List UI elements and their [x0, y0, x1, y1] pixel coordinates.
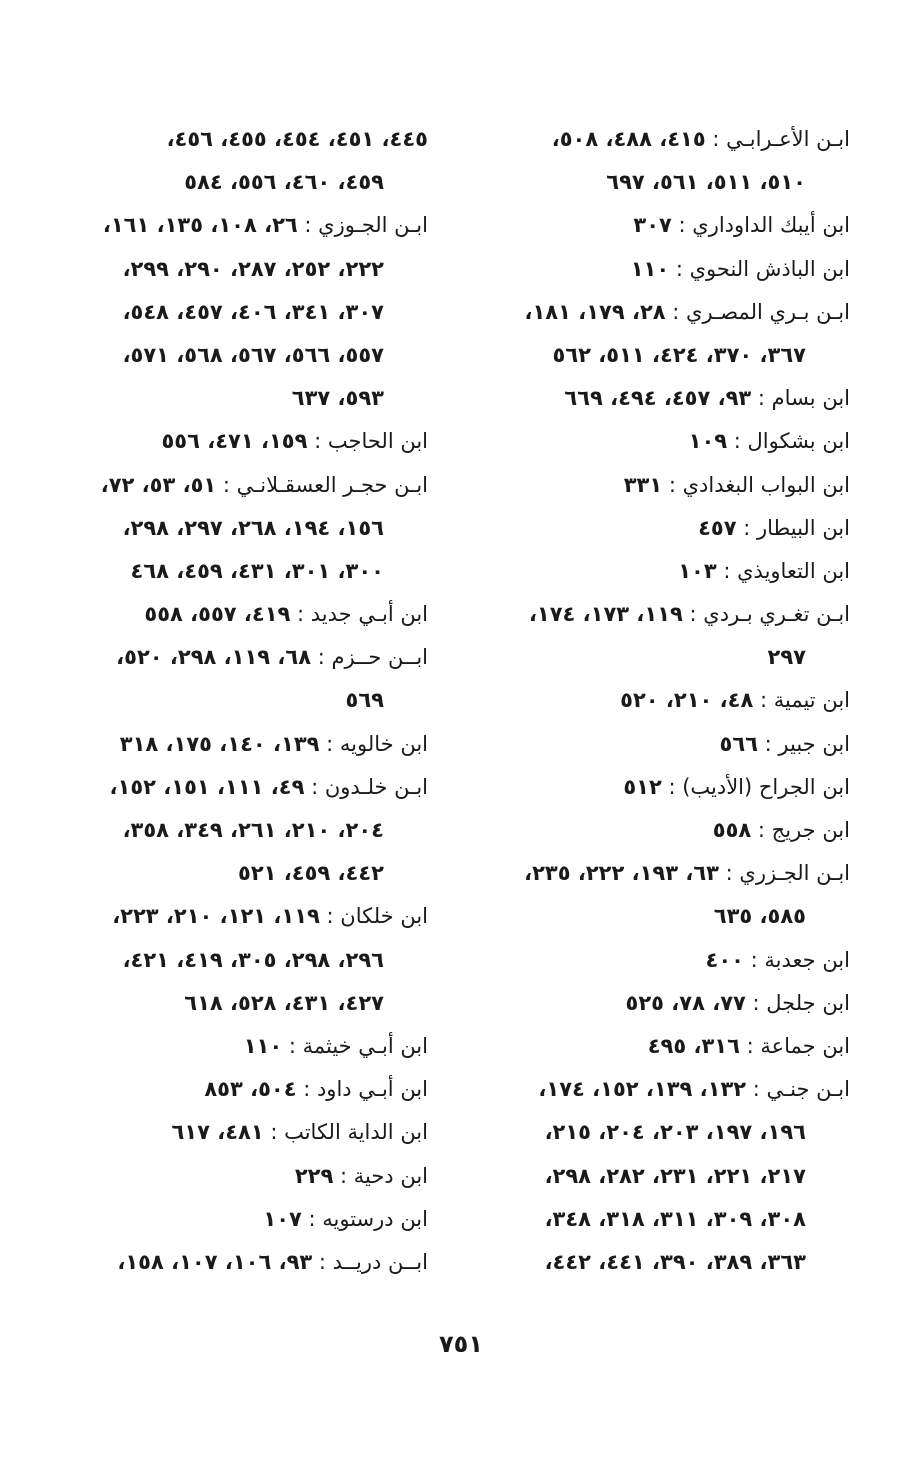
- entry-page-numbers: ٢٨، ١٧٩، ١٨١،: [524, 299, 666, 324]
- index-entry-line: [465, 507, 850, 550]
- index-entry-line: [46, 636, 428, 679]
- entry-page-numbers: ٢٩٦، ٢٩٨، ٣٠٥، ٤١٩، ٤٢١،: [122, 947, 384, 972]
- entry-page-numbers: ٤٠٠: [705, 947, 744, 972]
- index-entry-line: [46, 679, 428, 722]
- entry-page-numbers: ١٩٦، ١٩٧، ٢٠٣، ٢٠٤، ٢١٥،: [544, 1120, 806, 1145]
- entry-page-numbers: ١٥٦، ١٩٤، ٢٦٨، ٢٩٧، ٢٩٨،: [122, 515, 384, 540]
- entry-name: ابن درستويه :: [301, 1206, 428, 1231]
- entry-page-numbers: ٥١٠، ٥١١، ٥٦١، ٦٩٧: [606, 170, 806, 195]
- index-entry-line: [465, 723, 850, 766]
- entry-page-numbers: ٥٦٩: [345, 688, 384, 713]
- entry-page-numbers: ٤٥٩، ٤٦٠، ٥٥٦، ٥٨٤: [184, 170, 384, 195]
- entry-name: ابن دحية :: [333, 1163, 428, 1188]
- entry-name: ابـن حجـر العسقـلانـي :: [216, 472, 428, 497]
- index-entry-line: [465, 161, 850, 204]
- entry-page-numbers: ٥١٢: [623, 774, 662, 799]
- index-entry-line: [46, 1241, 428, 1284]
- entry-page-numbers: ٢٢٩: [294, 1163, 334, 1188]
- index-entry-line: [46, 420, 428, 463]
- index-entry-line: [465, 377, 850, 420]
- entry-name: ابن خلكان :: [319, 904, 428, 929]
- index-entry-line: [46, 852, 428, 895]
- index-entry-line: [465, 334, 850, 377]
- index-entry-line: [46, 1111, 428, 1154]
- entry-page-numbers: ٥٥٧، ٥٦٦، ٥٦٧، ٥٦٨، ٥٧١،: [122, 342, 384, 367]
- entry-name: ابن التعاويذي :: [716, 558, 850, 583]
- entry-name: ابن جريج :: [751, 818, 850, 842]
- entry-page-numbers: ٣١٦، ٤٩٥: [647, 1033, 740, 1058]
- entry-page-numbers: ١١٠: [243, 1033, 283, 1058]
- entry-name: ابن الباذش النحوي :: [669, 256, 850, 281]
- entry-page-numbers: ٣٠٠، ٣٠١، ٤٣١، ٤٥٩، ٤٦٨: [130, 558, 384, 583]
- entry-page-numbers: ٦٣، ١٩٣، ٢٢٢، ٢٣٥،: [524, 861, 719, 886]
- entry-page-numbers: ١١٠: [630, 256, 670, 281]
- entry-page-numbers: ١٠٩: [688, 429, 728, 454]
- entry-page-numbers: ٥١، ٥٣، ٧٢،: [100, 472, 217, 497]
- entry-name: ابن جبير :: [757, 731, 850, 756]
- index-column-right: [465, 118, 850, 1284]
- entry-page-numbers: ١٠٧: [263, 1206, 302, 1231]
- index-entry-line: [46, 723, 428, 766]
- page-number: ٧٥١: [439, 1330, 483, 1358]
- entry-page-numbers: ٣٠٧، ٣٤١، ٤٠٦، ٤٥٧، ٥٤٨،: [122, 299, 384, 324]
- entry-page-numbers: ٤٥٧: [698, 515, 737, 540]
- index-entry-line: [465, 636, 850, 679]
- index-entry-line: [46, 204, 428, 247]
- index-entry-line: [465, 1068, 850, 1111]
- index-entry-line: [46, 248, 428, 291]
- entry-name: ابــن حــزم :: [311, 645, 428, 670]
- index-column-left: [46, 118, 428, 1284]
- entry-page-numbers: ٢٢٢، ٢٥٢، ٢٨٧، ٢٩٠، ٢٩٩،: [122, 256, 384, 281]
- entry-name: ابـن الجـزري :: [718, 861, 850, 886]
- entry-page-numbers: ٥٩٣، ٦٣٧: [291, 386, 384, 411]
- entry-page-numbers: ٣٣١: [623, 472, 663, 497]
- entry-page-numbers: ٢٩٧: [767, 645, 806, 670]
- entry-page-numbers: ٩٣، ١٠٦، ١٠٧، ١٥٨،: [117, 1249, 313, 1274]
- entry-name: ابن أبـي داود :: [296, 1077, 428, 1102]
- entry-page-numbers: ١٣٩، ١٤٠، ١٧٥، ٣١٨: [119, 731, 320, 756]
- index-entry-line: [465, 1025, 850, 1068]
- index-entry-line: [46, 593, 428, 636]
- index-entry-line: [465, 291, 850, 334]
- index-entry-line: [465, 593, 850, 636]
- entry-page-numbers: ٧٧، ٧٨، ٥٢٥: [625, 990, 746, 1015]
- index-entry-line: [46, 161, 428, 204]
- entry-page-numbers: ٩٣، ٤٥٧، ٤٩٤، ٦٦٩: [564, 386, 752, 411]
- index-entry-line: [46, 982, 428, 1025]
- entry-name: ابـن خلـدون :: [304, 774, 428, 799]
- index-entry-line: [46, 464, 428, 507]
- entry-page-numbers: ٥٦٦: [719, 731, 758, 756]
- entry-name: ابـن بـري المصـري :: [665, 299, 850, 324]
- entry-page-numbers: ٦٨، ١١٩، ٢٩٨، ٥٢٠،: [116, 645, 312, 670]
- index-entry-line: [465, 809, 850, 852]
- entry-name: ابن جلجل :: [745, 990, 850, 1015]
- index-entry-line: [46, 118, 428, 161]
- entry-page-numbers: ٣٠٧: [633, 213, 672, 238]
- index-entry-line: [465, 1155, 850, 1198]
- index-entry-line: [46, 895, 428, 938]
- index-entry-line: [465, 1241, 850, 1284]
- entry-page-numbers: ١١٩، ١٧٣، ١٧٤،: [528, 602, 683, 627]
- index-entry-line: [465, 550, 850, 593]
- index-entry-line: [46, 766, 428, 809]
- index-entry-line: [465, 420, 850, 463]
- index-entry-line: [46, 377, 428, 420]
- entry-name: ابن خالويه :: [319, 731, 428, 756]
- entry-page-numbers: ٣٠٨، ٣٠٩، ٣١١، ٣١٨، ٣٤٨،: [544, 1206, 806, 1231]
- entry-name: ابن البيطار :: [736, 515, 850, 540]
- entry-name: ابن أيبك الداوداري :: [671, 213, 850, 238]
- index-entry-line: [46, 334, 428, 377]
- entry-page-numbers: ٥٨٥، ٦٣٥: [713, 904, 806, 929]
- index-entry-line: [46, 1068, 428, 1111]
- entry-name: ابـن جنـي :: [746, 1077, 850, 1102]
- entry-name: ابن أبـي خيثمة :: [282, 1033, 428, 1058]
- index-entry-line: [465, 939, 850, 982]
- index-entry-line: [465, 204, 850, 247]
- entry-name: ابن بسام :: [751, 386, 850, 411]
- entry-page-numbers: ٥٥٨: [712, 818, 752, 842]
- entry-page-numbers: ٤٤٢، ٤٥٩، ٥٢١: [238, 861, 384, 886]
- entry-page-numbers: ١٣٢، ١٣٩، ١٥٢، ١٧٤،: [538, 1077, 747, 1102]
- entry-page-numbers: ٤٩، ١١١، ١٥١، ١٥٢،: [109, 774, 305, 799]
- entry-page-numbers: ٣٦٧، ٣٧٠، ٤٢٤، ٥١١، ٥٦٢: [552, 342, 806, 367]
- index-entry-line: [465, 679, 850, 722]
- entry-page-numbers: ٢١٧، ٢٢١، ٢٣١، ٢٨٢، ٢٩٨،: [544, 1163, 806, 1188]
- index-entry-line: [46, 291, 428, 334]
- index-entry-line: [46, 1155, 428, 1198]
- entry-page-numbers: ٢٦، ١٠٨، ١٣٥، ١٦١،: [102, 213, 298, 238]
- index-entry-line: [465, 248, 850, 291]
- index-entry-line: [465, 1198, 850, 1241]
- entry-name: ابن جعدبة :: [743, 947, 850, 972]
- entry-name: ابن أبـي جديد :: [290, 602, 428, 627]
- entry-page-numbers: ٤١٩، ٥٥٧، ٥٥٨: [144, 602, 291, 627]
- index-entry-line: [465, 895, 850, 938]
- index-entry-line: [46, 809, 428, 852]
- entry-page-numbers: ٣٦٣، ٣٨٩، ٣٩٠، ٤٤١، ٤٤٢،: [544, 1249, 806, 1274]
- index-entry-line: [465, 852, 850, 895]
- index-entry-line: [465, 1111, 850, 1154]
- entry-page-numbers: ٤٨، ٢١٠، ٥٢٠: [620, 688, 754, 713]
- index-entry-line: [46, 1198, 428, 1241]
- entry-name: ابن تيمية :: [753, 688, 850, 713]
- entry-name: ابـن الجـوزي :: [297, 213, 428, 238]
- index-entry-line: [46, 939, 428, 982]
- index-entry-line: [46, 1025, 428, 1068]
- index-entry-line: [465, 464, 850, 507]
- entry-page-numbers: ٥٠٤، ٨٥٣: [204, 1077, 297, 1102]
- entry-page-numbers: ٢٠٤، ٢١٠، ٢٦١، ٣٤٩، ٣٥٨،: [122, 818, 384, 842]
- entry-name: ابن الداية الكاتب :: [263, 1120, 428, 1145]
- entry-name: ابن البواب البغدادي :: [662, 472, 850, 497]
- index-entry-line: [46, 507, 428, 550]
- entry-page-numbers: ١٠٣: [678, 558, 717, 583]
- entry-name: ابن الحاجب :: [307, 429, 428, 454]
- entry-name: ابن بشكوال :: [727, 429, 850, 454]
- entry-page-numbers: ٤٤٥، ٤٥١، ٤٥٤، ٤٥٥، ٤٥٦،: [166, 127, 428, 151]
- entry-name: ابـن تغـري بـردي :: [682, 602, 850, 627]
- index-entry-line: [46, 550, 428, 593]
- entry-name: ابــن دريــد :: [312, 1249, 428, 1274]
- index-entry-line: [465, 982, 850, 1025]
- entry-name: ابن جماعة :: [739, 1033, 850, 1058]
- index-entry-line: [465, 766, 850, 809]
- entry-page-numbers: ٤٢٧، ٤٣١، ٥٢٨، ٦١٨: [184, 990, 384, 1015]
- index-entry-line: [465, 118, 850, 161]
- entry-page-numbers: ١١٩، ١٢١، ٢١٠، ٢٢٣،: [112, 904, 320, 929]
- entry-page-numbers: ٤٨١، ٦١٧: [171, 1120, 264, 1145]
- entry-page-numbers: ١٥٩، ٤٧١، ٥٥٦: [161, 429, 308, 454]
- entry-name: ابـن الأعـرابـي :: [705, 127, 850, 151]
- entry-page-numbers: ٤١٥، ٤٨٨، ٥٠٨،: [551, 127, 706, 151]
- entry-name: ابن الجراح (الأديب) :: [661, 774, 850, 799]
